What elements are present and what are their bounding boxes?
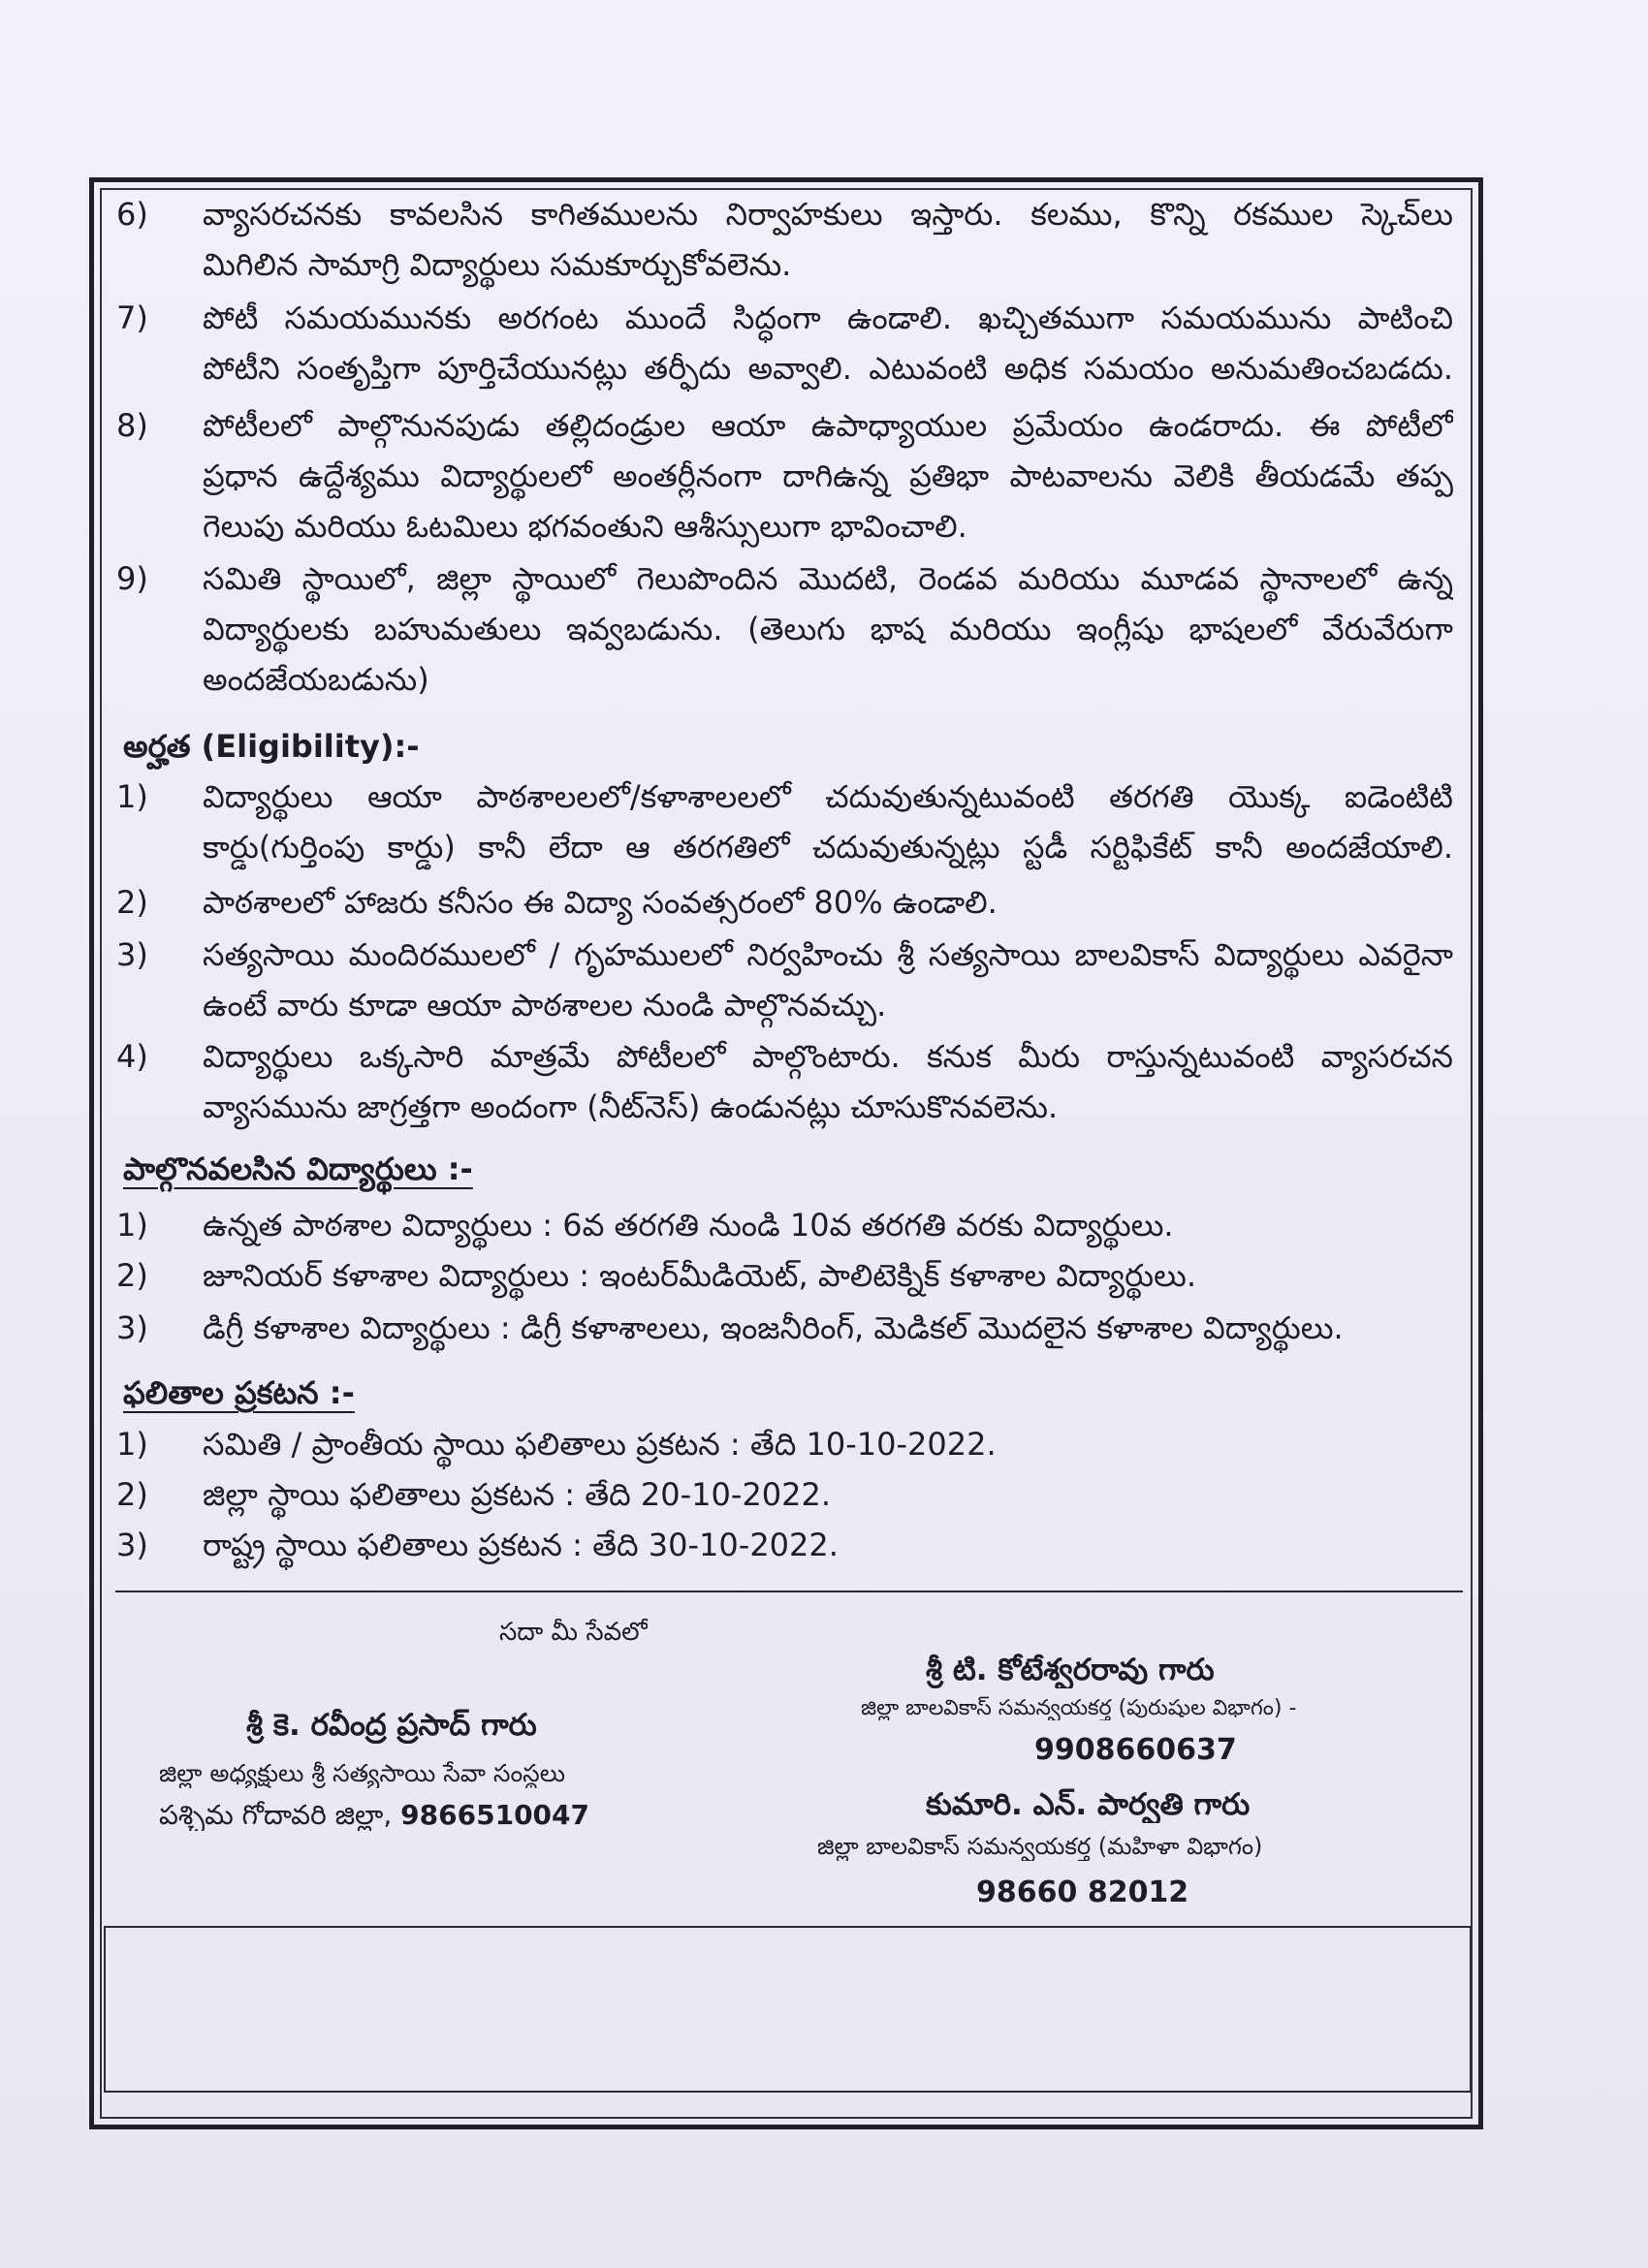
district-text: పశ్చిమ గోదావరి జిల్లా, [159, 1800, 393, 1831]
item-number: 2) [116, 1257, 148, 1294]
signatory-district-phone-president [159, 1800, 589, 1831]
item-text-line: మిగిలిన సామాగ్రి విద్యార్థులు సమకూర్చుకోవలెను. [203, 246, 792, 283]
item-number: 1) [116, 1207, 148, 1244]
participants-item-2 [0, 1250, 1648, 1301]
participants-item-1 [0, 1200, 1648, 1250]
item-text-line: విద్యార్థులు ఆయా పాఠశాలలలో/కళాశాలలలో చదువుతున్నటువంటి తరగతి యొక్క ఐడెంటిటి [203, 778, 1453, 815]
item-text-line: డిగ్రీ కళాశాల విద్యార్థులు : డిగ్రీ కళాశాలలు, ఇంజనీరింగ్, మెడికల్ మొదలైన కళాశాల విద్యార్థులు. [203, 1309, 1344, 1346]
item-number: 3) [116, 936, 148, 973]
item-number: 7) [116, 299, 148, 336]
section-divider [115, 1591, 1463, 1592]
item-text [203, 1250, 1453, 1301]
item-number: 1) [116, 1426, 148, 1463]
signatory-name-women-coordinator: కుమారి. ఎన్. పార్వతి గారు [926, 1788, 1251, 1822]
signatory-name-men-coordinator: శ్రీ టి. కోటేశ్వరరావు గారు [926, 1654, 1215, 1687]
item-text [203, 1303, 1453, 1353]
item-number: 3) [116, 1527, 148, 1563]
signatory-name-president: శ్రీ కె. రవీంద్ర ప్రసాద్ గారు [246, 1709, 537, 1743]
item-number: 4) [116, 1038, 148, 1075]
item-text-line: పోటీని సంతృప్తిగా పూర్తిచేయునట్లు తర్ఫీదు అవ్వాలి. ఎటువంటి అధిక సమయం అనుమతించబడదు. [203, 350, 1453, 387]
item-text-line: వ్యాసమును జాగ్రత్తగా అందంగా (నీట్‌నెస్) ఉండునట్లు చూసుకొనవలెను. [203, 1088, 1059, 1125]
item-number: 9) [116, 560, 148, 597]
item-number: 8) [116, 407, 148, 444]
closing-text: సదా మీ సేవలో [499, 1619, 648, 1647]
item-text [203, 877, 1453, 928]
rule-item-9 [0, 553, 1648, 698]
item-text-line: రాష్ట్ర స్థాయి ఫలితాలు ప్రకటన : తేది 30-10-2022. [203, 1527, 839, 1563]
signatory-title-president: జిల్లా అధ్యక్షులు శ్రీ సత్యసాయి సేవా సంస్థలు [159, 1760, 566, 1787]
item-number: 3) [116, 1309, 148, 1346]
item-text-line: సత్యసాయి మందిరములలో / గృహములలో నిర్వహించు శ్రీ సత్యసాయి బాలవికాస్ విద్యార్థులు ఎవరైనా [203, 936, 1453, 973]
item-text [203, 772, 1453, 872]
item-text-line: అందజేయబడును) [203, 661, 429, 698]
rule-item-8 [0, 400, 1648, 545]
item-text-line: విద్యార్థులు ఒక్కసారి మాత్రమే పోటీలలో పాల్గొంటారు. కనుక మీరు రాస్తున్నటువంటి వ్యాసరచన [203, 1038, 1453, 1075]
item-text-line: పోటీ సమయమునకు అరగంట ముందే సిద్ధంగా ఉండాలి. ఖచ్చితముగా సమయమును పాటించి [203, 299, 1453, 336]
item-text-line: సమితి స్థాయిలో, జిల్లా స్థాయిలో గెలుపొందిన మొదటి, రెండవ మరియు మూడవ స్థానాలలో ఉన్న [203, 560, 1453, 597]
item-text [203, 553, 1453, 705]
item-text-line: వ్యాసరచనకు కావలసిన కాగితములను నిర్వాహకులు ఇస్తారు. కలము, కొన్ని రకముల స్కెచ్‌లు [203, 196, 1453, 233]
signatory-title-men-coordinator: జిల్లా బాలవికాస్ సమన్వయకర్త (పురుషుల విభాగం) - [861, 1696, 1297, 1720]
signatory-phone-women-coordinator: 98660 82012 [976, 1876, 1189, 1909]
item-number: 1) [116, 778, 148, 815]
eligibility-item-3 [0, 929, 1648, 1024]
item-number: 2) [116, 884, 148, 921]
item-text [203, 1469, 1453, 1520]
results-heading: ఫలితాల ప్రకటన :- [123, 1374, 355, 1411]
item-text-line: ఉన్నత పాఠశాల విద్యార్థులు : 6వ తరగతి నుండి 10వ తరగతి వరకు విద్యార్థులు. [203, 1207, 1174, 1244]
item-text [203, 929, 1453, 1030]
participants-item-3 [0, 1303, 1648, 1353]
item-text [203, 1520, 1453, 1570]
item-number: 6) [116, 196, 148, 233]
item-text-line: విద్యార్థులకు బహుమతులు ఇవ్వబడును. (తెలుగు భాష మరియు ఇంగ్లీషు భాషలలో వేరువేరుగా [203, 611, 1453, 647]
blank-footer-box [104, 1926, 1472, 2093]
item-text-line: జిల్లా స్థాయి ఫలితాలు ప్రకటన : తేది 20-10-2022. [203, 1476, 832, 1513]
signatory-phone-men-coordinator: 9908660637 [1034, 1734, 1237, 1767]
phone-number: 9866510047 [400, 1800, 589, 1831]
item-text [203, 1031, 1453, 1132]
results-item-2 [0, 1469, 1648, 1520]
eligibility-item-1 [0, 772, 1648, 866]
item-text-line: ప్రధాన ఉద్దేశ్యము విద్యార్థులలో అంతర్లీనంగా దాగిఉన్న ప్రతిభా పాటవాలను వెలికి తీయడమే తప్ప [203, 457, 1453, 494]
item-text [203, 189, 1453, 290]
item-text [203, 1200, 1453, 1250]
item-text [203, 293, 1453, 394]
item-text-line: పాఠశాలలో హాజరు కనీసం ఈ విద్యా సంవత్సరంలో 80% ఉండాలి. [203, 884, 998, 921]
item-text-line: కార్డు(గుర్తింపు కార్డు) కానీ లేదా ఆ తరగతిలో చదువుతున్నట్లు స్టడీ సర్టిఫికేట్ కానీ అందజేయాలి. [203, 829, 1453, 866]
item-text [203, 400, 1453, 551]
eligibility-heading: అర్హత (Eligibility):- [123, 728, 420, 765]
participants-heading: పాల్గొనవలసిన విద్యార్థులు :- [123, 1150, 473, 1187]
item-text-line: గెలుపు మరియు ఓటమిలు భగవంతుని ఆశీస్సులుగా భావించాలి. [203, 508, 967, 545]
eligibility-item-4 [0, 1031, 1648, 1125]
rule-item-7 [0, 293, 1648, 387]
item-text [203, 1419, 1453, 1469]
item-text-line: జూనియర్ కళాశాల విద్యార్థులు : ఇంటర్‌మీడియెట్, పాలిటెక్నిక్ కళాశాల విద్యార్థులు. [203, 1257, 1197, 1294]
results-item-1 [0, 1419, 1648, 1469]
item-text-line: ఉంటే వారు కూడా ఆయా పాఠశాలల నుండి పాల్గొనవచ్చు. [203, 987, 887, 1024]
item-text-line: పోటీలలో పాల్గొనునపుడు తల్లిదండ్రుల ఆయా ఉపాధ్యాయుల ప్రమేయం ఉండరాదు. ఈ పోటీలో [203, 407, 1453, 444]
results-item-3 [0, 1520, 1648, 1570]
rule-item-6 [0, 189, 1648, 283]
eligibility-item-2 [0, 877, 1648, 928]
item-number: 2) [116, 1476, 148, 1513]
item-text-line: సమితి / ప్రాంతీయ స్థాయి ఫలితాలు ప్రకటన : తేది 10-10-2022. [203, 1426, 997, 1463]
signatory-title-women-coordinator: జిల్లా బాలవికాస్ సమన్వయకర్త (మహిళా విభాగం) [817, 1834, 1263, 1860]
